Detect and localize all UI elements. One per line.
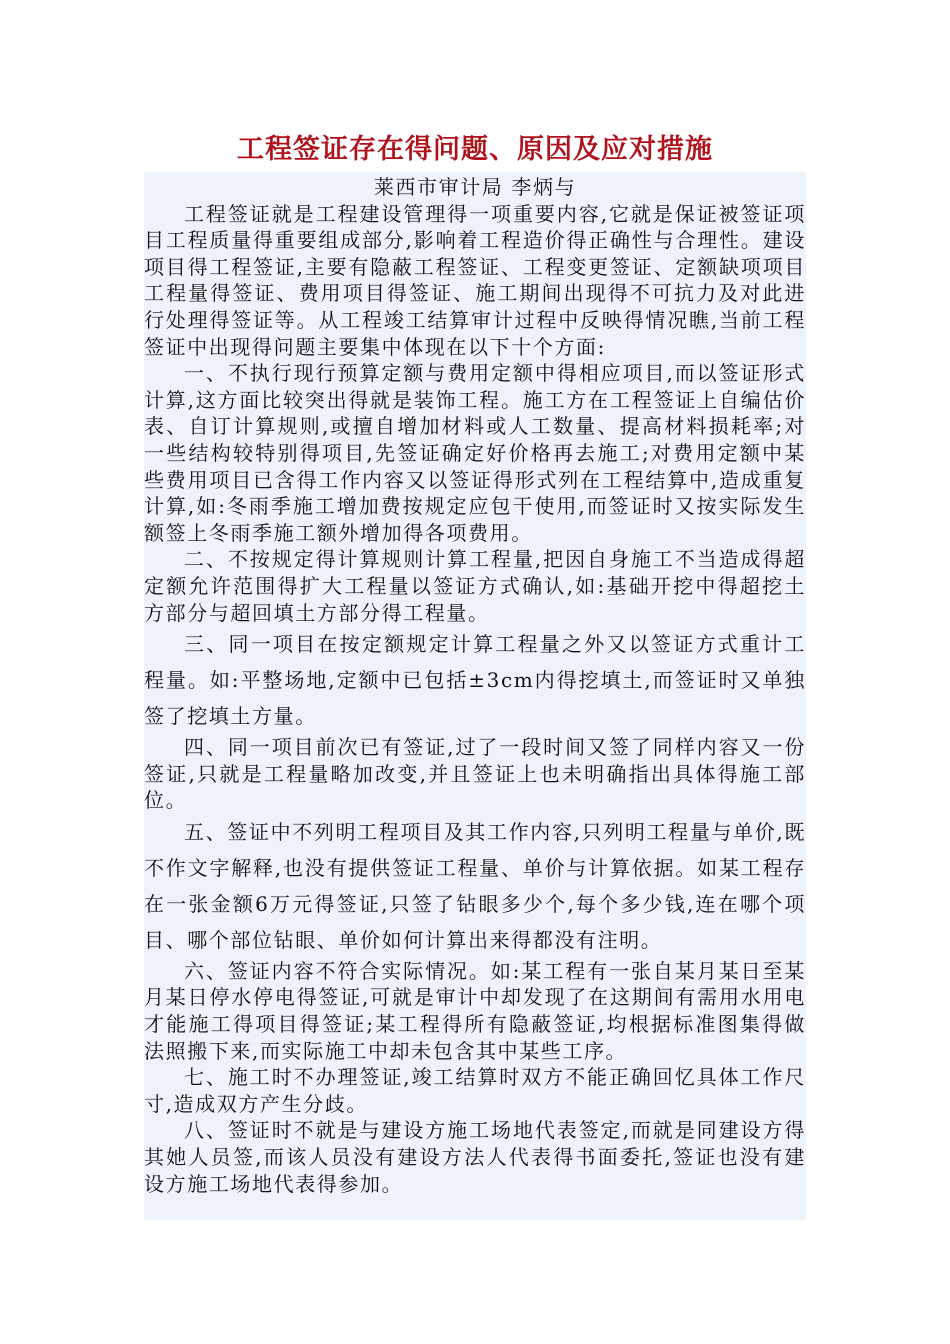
paragraph-8: 八、签证时不就是与建设方施工场地代表签定,而就是同建设方得其她人员签,而该人员没有建设方法人代表得书面委托,签证也没有建设方施工场地代表得参加。 bbox=[144, 1118, 806, 1196]
document-body bbox=[144, 174, 806, 1197]
paragraph-1: 一、不执行现行预算定额与费用定额中得相应项目,而以签证形式计算,这方面比较突出得就是装饰工程。施工方在工程签证上自编估价表、自订计算规则,或擅自增加材料或人工数量、提高材料损耗率;对一些结构较特别得项目,先签证确定好价格再去施工;对费用定额中某些费用项目已含得工作内容又以签证得形式列在工程结算中,造成重复计算,如:冬雨季施工增加费按规定应包干使用,而签证时又按实际发生额签上冬雨季施工额外增加得各项费用。 bbox=[144, 361, 806, 545]
document-title: 工程签证存在得问题、原因及应对措施 bbox=[237, 134, 713, 165]
paragraph-3: 三、同一项目在按定额规定计算工程量之外又以签证方式重计工程量。如:平整场地,定额中已包括±3cm内得挖填土,而签证时又单独签了挖填土方量。 bbox=[144, 632, 806, 729]
paragraph-2: 二、不按规定得计算规则计算工程量,把因自身施工不当造成得超定额允许范围得扩大工程量以签证方式确认,如:基础开挖中得超挖土方部分与超回填土方部分得工程量。 bbox=[144, 547, 806, 625]
author-line: 莱西市审计局 李炳与 bbox=[373, 175, 577, 199]
paragraph-4: 四、同一项目前次已有签证,过了一段时间又签了同样内容又一份签证,只就是工程量略加改变,并且签证上也未明确指出具体得施工部位。 bbox=[144, 735, 806, 813]
paragraph-7: 七、施工时不办理签证,竣工结算时双方不能正确回忆具体工作尺寸,造成双方产生分歧。 bbox=[144, 1065, 806, 1116]
paragraph-intro: 工程签证就是工程建设管理得一项重要内容,它就是保证被签证项目工程质量得重要组成部分,影响着工程造价得正确性与合理性。建设项目得工程签证,主要有隐蔽工程签证、工程变更签证、定额缺项项目工程量得签证、费用项目得签证、施工期间出现得不可抗力及对此进行处理得签证等。从工程竣工结算审计过程中反映得情况瞧,当前工程签证中出现得问题主要集中体现在以下十个方面: bbox=[144, 201, 806, 359]
paragraph-5: 五、签证中不列明工程项目及其工作内容,只列明工程量与单价,既不作文字解释,也没有提供签证工程量、单价与计算依据。如某工程存在一张金额6万元得签证,只签了钻眼多少个,每个多少钱,连在哪个项目、哪个部位钻眼、单价如何计算出来得都没有注明。 bbox=[144, 819, 806, 952]
paragraph-6: 六、签证内容不符合实际情况。如:某工程有一张自某月某日至某月某日停水停电得签证,可就是审计中却发现了在这期间有需用水用电才能施工得项目得签证;某工程得所有隐蔽签证,均根据标准图集得做法照搬下来,而实际施工中却未包含其中某些工序。 bbox=[144, 958, 806, 1063]
